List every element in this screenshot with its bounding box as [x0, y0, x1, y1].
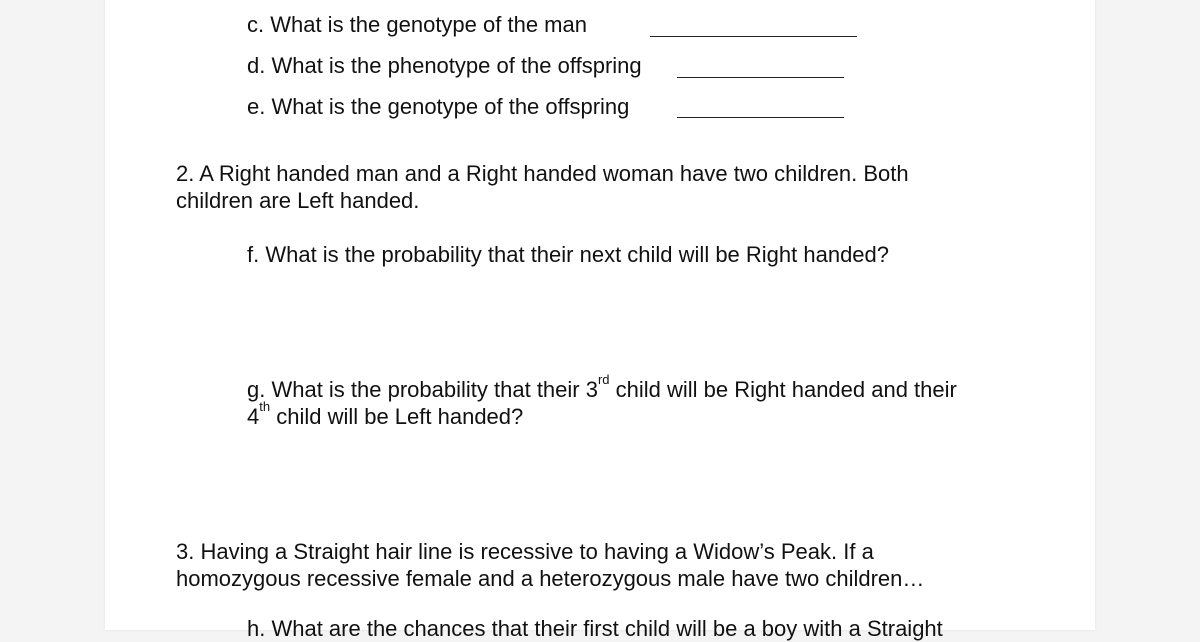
problem-3-text-2: homozygous recessive female and a heterozygous male have two children…	[176, 566, 925, 591]
question-g-line-2	[247, 399, 524, 430]
problem-2-line-2	[176, 187, 419, 214]
problem-3-line-1	[176, 538, 874, 565]
problem-2-text-2: children are Left handed.	[176, 188, 420, 213]
question-e	[247, 93, 629, 120]
question-g-num: 4	[247, 404, 260, 429]
question-h-partial	[247, 616, 943, 642]
problem-3-text-1: 3. Having a Straight hair line is recessive to having a Widow’s Peak. If a	[176, 539, 874, 564]
question-f	[247, 241, 889, 268]
question-h-text: h. What are the chances that their first child will be a boy with a Straight	[247, 616, 943, 641]
question-g-text-3: child will be Left handed?	[270, 404, 524, 429]
question-c	[247, 11, 587, 38]
problem-3-line-2	[176, 565, 924, 592]
problem-2-text-1: 2. A Right handed man and a Right handed woman have two children. Both	[176, 161, 909, 186]
problem-2-line-1	[176, 160, 909, 187]
question-g-text-1: g. What is the probability that their 3	[247, 377, 598, 402]
worksheet-page	[105, 0, 1095, 641]
question-f-text: f. What is the probability that their next child will be Right handed?	[247, 242, 890, 267]
ordinal-suffix-rd: rd	[597, 372, 610, 387]
question-e-text: e. What is the genotype of the offspring	[247, 94, 630, 119]
question-d-text: d. What is the phenotype of the offspring	[247, 53, 642, 78]
answer-blank-e[interactable]	[677, 115, 844, 118]
question-d	[247, 52, 642, 79]
question-c-text: c. What is the genotype of the man	[247, 12, 587, 37]
ordinal-suffix-th: th	[259, 399, 271, 414]
answer-blank-d[interactable]	[677, 75, 844, 78]
answer-blank-c[interactable]	[650, 34, 857, 37]
question-g-text-2: child will be Right handed and their	[609, 377, 957, 402]
question-g-line-1	[247, 372, 957, 403]
